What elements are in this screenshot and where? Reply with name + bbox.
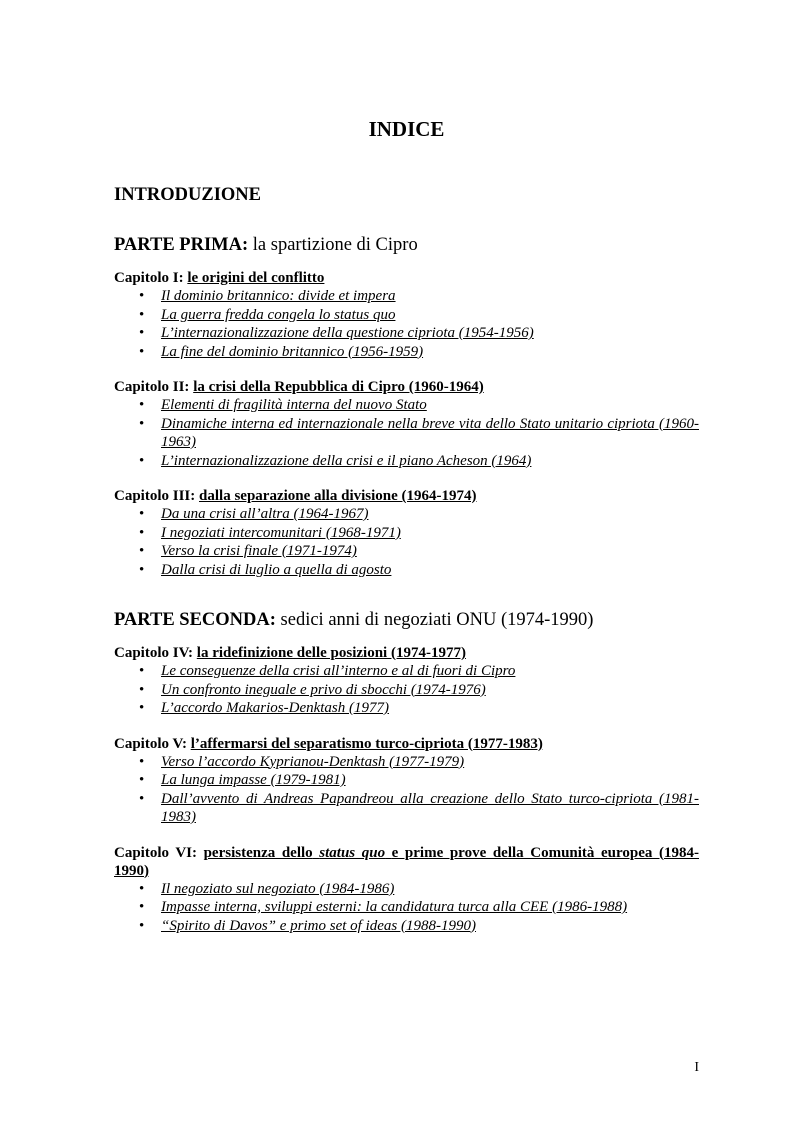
list-item[interactable] [114,771,699,790]
bullet-icon: • [139,288,145,304]
list-item-text: Dall’avvento di Andreas Papandreou alla creazione dello Stato turco-cipriota (1981-1983) [161,790,699,825]
list-item[interactable] [114,917,699,936]
bullet-icon: • [139,397,145,413]
list-item[interactable] [114,790,699,827]
chapter-title [114,844,699,880]
bullet-icon: • [139,917,145,934]
list-item[interactable] [114,415,699,452]
bullet-icon: • [139,561,145,578]
list-item-text: Impasse interna, sviluppi esterni: la candidatura turca alla CEE (1986-1988) [161,899,628,915]
list-item-text: L’internazionalizzazione della crisi e il piano Acheson (1964) [161,452,532,469]
chapter-label: Capitolo IV: [114,645,194,661]
chapter-title [114,378,699,396]
list-item[interactable] [114,681,699,700]
chapter-label: Capitolo III: [114,488,196,504]
chapter-title-link[interactable]: le origini del conflitto [187,270,325,286]
part-two-subtitle: sedici anni di negoziati ONU (1974-1990) [280,610,594,630]
part-one-subtitle: la spartizione di Cipro [252,235,418,255]
list-item[interactable] [114,452,699,471]
list-item-text: La guerra fredda congela lo status quo [161,306,396,323]
list-item-text: Dalla crisi di luglio a quella di agosto [161,561,392,578]
list-item-text: La lunga impasse (1979-1981) [161,772,346,788]
list-item[interactable] [114,699,699,718]
chapter-title [114,735,699,753]
list-item[interactable] [114,287,699,306]
chapter-title-link[interactable] [114,845,699,879]
chapter-4 [114,644,699,718]
introduction-heading: INTRODUZIONE [114,185,261,205]
chapter-label: Capitolo II: [114,379,190,395]
chapter-2-items [114,396,699,470]
list-item-text: Le conseguenze della crisi all’interno e al di fuori di Cipro [161,663,516,679]
bullet-icon: • [139,543,145,559]
list-item[interactable] [114,753,699,772]
list-item-text: Verso la crisi finale (1971-1974) [161,543,357,559]
list-item[interactable] [114,524,699,543]
chapter-1 [114,269,699,361]
list-item[interactable] [114,505,699,524]
list-item[interactable] [114,324,699,343]
chapter-title [114,269,699,287]
list-item[interactable] [114,561,699,580]
chapter-3 [114,487,699,579]
list-item[interactable] [114,306,699,325]
part-one-label: PARTE PRIMA: [114,235,249,255]
list-item-text: L’accordo Makarios-Denktash (1977) [161,700,390,716]
chapter-title-link[interactable]: la ridefinizione delle posizioni (1974-1977) [196,645,466,661]
chapter-title-link[interactable]: la crisi della Repubblica di Cipro (1960-1964) [193,379,484,395]
chapter-label: Capitolo VI: [114,844,197,861]
list-item-text: Dinamiche interna ed internazionale nella breve vita dello Stato unitario cipriota (1960-1963) [161,415,699,450]
chapter-label: Capitolo I: [114,270,184,286]
list-item-text: I negoziati intercomunitari (1968-1971) [161,524,401,541]
bullet-icon: • [139,343,145,360]
bullet-icon: • [139,663,145,679]
list-item-text: Un confronto ineguale e privo di sbocchi (1974-1976) [161,681,486,698]
page-number: I [694,1060,699,1075]
list-item[interactable] [114,542,699,561]
part-two-label: PARTE SECONDA: [114,610,276,630]
part-one-heading [114,234,699,256]
list-item[interactable] [114,662,699,681]
bullet-icon: • [139,452,145,469]
chapter-3-items [114,505,699,579]
list-item-text: Il dominio britannico: divide et impera [161,288,396,304]
list-item[interactable] [114,898,699,917]
list-item-text: Elementi di fragilità interna del nuovo Stato [161,397,427,413]
chapter-title-part: e prime prove della Comunità europea (1984-1990) [114,844,699,879]
chapter-6 [114,844,699,936]
table-of-contents [114,117,699,935]
chapter-title-part: persistenza dello [203,844,313,861]
list-item-text: Da una crisi all’altra (1964-1967) [161,506,369,522]
bullet-icon: • [139,524,145,541]
bullet-icon: • [139,790,145,807]
page-title: INDICE [368,117,445,141]
list-item-text: L’internazionalizzazione della questione cipriota (1954-1956) [161,325,534,341]
bullet-icon: • [139,899,145,915]
bullet-icon: • [139,772,145,788]
list-item-text: “Spirito di Davos” e primo set of ideas (1988-1990) [161,917,476,934]
list-item-text: La fine del dominio britannico (1956-1959) [161,343,424,360]
list-item-text: Verso l’accordo Kyprianou-Denktash (1977-1979) [161,753,465,770]
chapter-title [114,487,699,505]
part-two-heading [114,609,699,631]
bullet-icon: • [139,506,145,522]
bullet-icon: • [139,681,145,698]
chapter-5-items [114,753,699,827]
list-item-text: Il negoziato sul negoziato (1984-1986) [161,880,395,897]
chapter-2 [114,378,699,470]
bullet-icon: • [139,415,145,432]
chapter-title-link[interactable]: dalla separazione alla divisione (1964-1974) [199,488,477,504]
bullet-icon: • [139,880,145,897]
bullet-icon: • [139,700,145,716]
bullet-icon: • [139,306,145,323]
bullet-icon: • [139,753,145,770]
list-item[interactable] [114,880,699,899]
chapter-label: Capitolo V: [114,735,187,752]
chapter-1-items [114,287,699,361]
chapter-6-items [114,880,699,936]
list-item[interactable] [114,396,699,415]
chapter-title [114,644,699,662]
chapter-4-items [114,662,699,718]
chapter-title-link[interactable]: l’affermarsi del separatismo turco-cipriota (1977-1983) [190,735,543,752]
bullet-icon: • [139,325,145,341]
list-item[interactable] [114,343,699,362]
chapter-title-emphasis: status quo [319,844,386,861]
chapter-5 [114,735,699,827]
